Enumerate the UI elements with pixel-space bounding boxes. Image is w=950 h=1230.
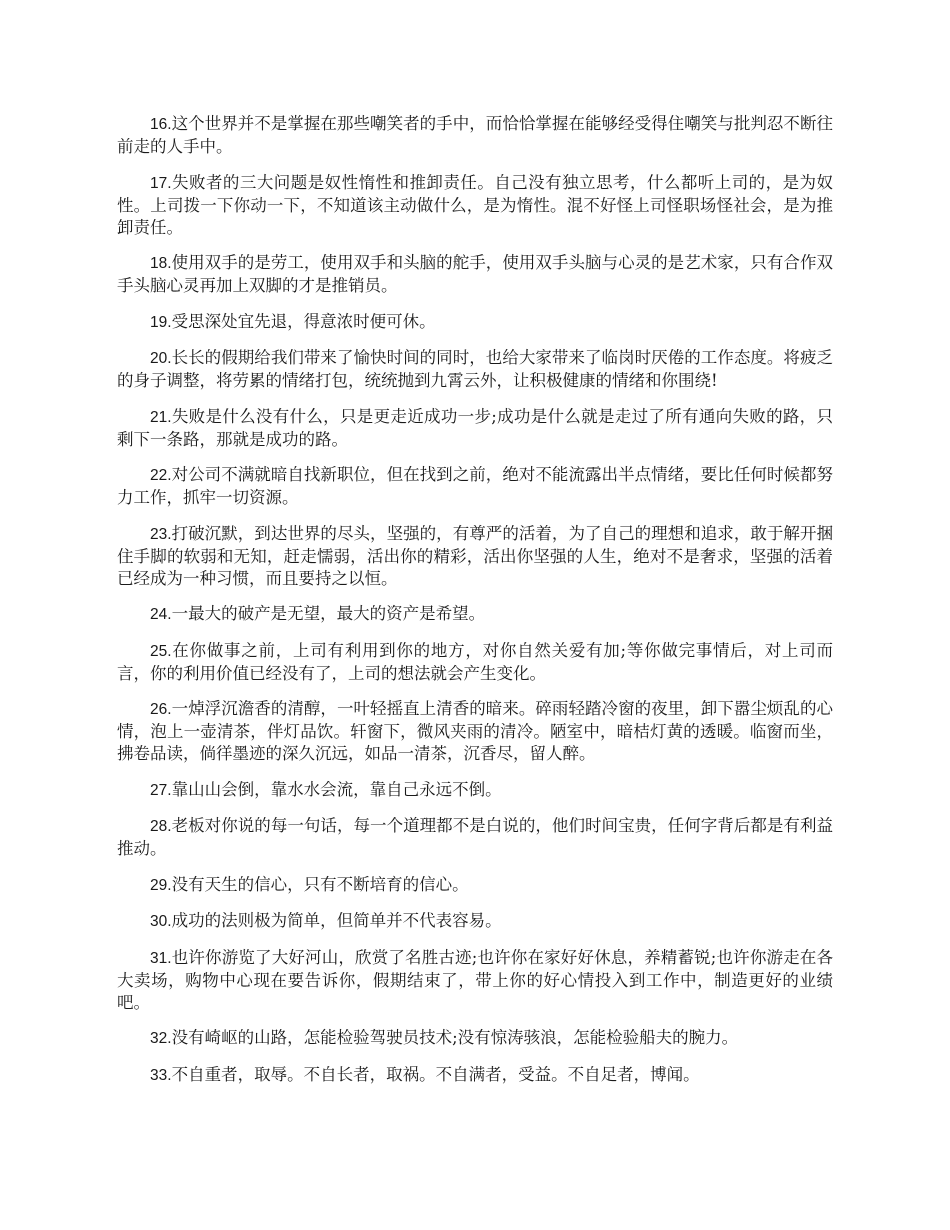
quote-number: 18. (150, 255, 172, 272)
quote-text: 在你做事之前，上司有利用到你的地方，对你自然关爱有加;等你做完事情后，对上司而言，你的利用价值已经没有了，上司的想法就会产生变化。 (117, 640, 833, 683)
quote-text: 一焯浮沉澹香的清醇，一叶轻摇直上清香的暗来。碎雨轻踏冷窗的夜里，卸下嚣尘烦乱的心情，泡上一壶清茶，伴灯品饮。轩窗下，微风夹雨的清冷。陋室中，暗桔灯黄的透暖。临窗而坐，拂卷品读，倘徉墨迹的深久沉远，如品一清茶，沉香尽，留人醉。 (117, 699, 833, 763)
quote-paragraph-26 (117, 698, 833, 765)
quote-text: 长长的假期给我们带来了愉快时间的同时，也给大家带来了临岗时厌倦的工作态度。将疲乏的身子调整，将劳累的情绪打包，统统抛到九霄云外，让积极健康的情绪和你围绕! (117, 348, 833, 390)
quote-paragraph-28 (117, 815, 833, 860)
quote-paragraph-20 (117, 347, 833, 392)
quote-number: 17. (150, 174, 172, 192)
quote-paragraph-27 (117, 779, 833, 802)
quote-paragraph-22 (117, 464, 833, 509)
quote-number: 26. (150, 701, 172, 718)
quote-paragraph-16 (117, 113, 833, 158)
quote-number: 21. (150, 408, 172, 426)
quote-paragraph-23 (117, 523, 833, 590)
quote-text: 不自重者，取辱。不自长者，取祸。不自满者，受益。不自足者，博闻。 (171, 1064, 700, 1084)
quote-number: 23. (150, 525, 172, 543)
quote-paragraph-17 (117, 172, 833, 239)
quote-text: 也许你游览了大好河山，欣赏了名胜古迹;也许你在家好好休息，养精蓄锐;也许你游走在各大卖场，购物中心现在要告诉你，假期结束了，带上你的好心情投入到工作中，制造更好的业绩吧。 (117, 947, 833, 1012)
quote-text: 没有天生的信心，只有不断培育的信心。 (171, 874, 469, 894)
quote-paragraph-30 (117, 910, 833, 933)
quote-number: 31. (150, 949, 172, 967)
quote-text: 受思深处宜先退，得意浓时便可休。 (171, 311, 436, 331)
quote-text: 这个世界并不是掌握在那些嘲笑者的手中，而恰恰掌握在能够经受得住嘲笑与批判忍不断往前走的人手中。 (117, 114, 833, 156)
quote-paragraph-18 (117, 252, 833, 297)
quote-text: 对公司不满就暗自找新职位，但在找到之前，绝对不能流露出半点情绪，要比任何时候都努力工作，抓牢一切资源。 (117, 465, 833, 507)
quote-text: 使用双手的是劳工，使用双手和头脑的舵手，使用双手头脑与心灵的是艺术家，只有合作双手头脑心灵再加上双脚的才是推销员。 (117, 253, 833, 295)
quote-paragraph-33 (117, 1064, 833, 1087)
quote-number: 20. (150, 350, 172, 367)
quote-number: 28. (150, 818, 172, 835)
quote-number: 24. (150, 606, 172, 623)
quote-number: 19. (150, 313, 172, 331)
quote-number: 25. (150, 642, 172, 660)
quote-paragraph-24 (117, 603, 833, 626)
quote-text: 老板对你说的每一句话，每一个道理都不是白说的，他们时间宝贵，任何字背后都是有利益推动。 (117, 816, 833, 858)
quote-text: 没有崎岖的山路，怎能检验驾驶员技术;没有惊涛骇浪，怎能检验船夫的腕力。 (171, 1028, 739, 1047)
quote-number: 32. (150, 1030, 172, 1047)
quote-text: 失败者的三大问题是奴性惰性和推卸责任。自己没有独立思考，什么都听上司的，是为奴性。上司拨一下你动一下，不知道该主动做什么，是为惰性。混不好怪上司怪职场怪社会，是为推卸责任。 (117, 172, 833, 237)
quote-number: 22. (150, 467, 172, 484)
document-body (117, 113, 833, 1100)
quote-number: 30. (150, 913, 172, 930)
quote-paragraph-31 (117, 947, 833, 1014)
quote-text: 靠山山会倒，靠水水会流，靠自己永远不倒。 (171, 779, 502, 799)
quote-paragraph-29 (117, 874, 833, 897)
quote-text: 打破沉默，到达世界的尽头，坚强的，有尊严的活着，为了自己的理想和追求，敢于解开捆住手脚的软弱和无知，赶走懦弱，活出你的精彩，活出你坚强的人生，绝对不是奢求，坚强的活着已经成为一种习惯，而且要持之以恒。 (117, 523, 833, 588)
quote-text: 一最大的破产是无望，最大的资产是希望。 (171, 604, 486, 623)
quote-text: 成功的法则极为简单，但简单并不代表容易。 (171, 911, 502, 930)
quote-paragraph-32 (117, 1027, 833, 1050)
quote-paragraph-19 (117, 311, 833, 334)
quote-text: 失败是什么没有什么，只是更走近成功一步;成功是什么就是走过了所有通向失败的路，只剩下一条路，那就是成功的路。 (117, 406, 833, 449)
quote-paragraph-25 (117, 640, 833, 685)
quote-number: 29. (150, 876, 172, 894)
quote-number: 16. (150, 116, 172, 133)
quote-number: 33. (150, 1066, 172, 1084)
quote-paragraph-21 (117, 406, 833, 451)
quote-number: 27. (150, 781, 172, 799)
